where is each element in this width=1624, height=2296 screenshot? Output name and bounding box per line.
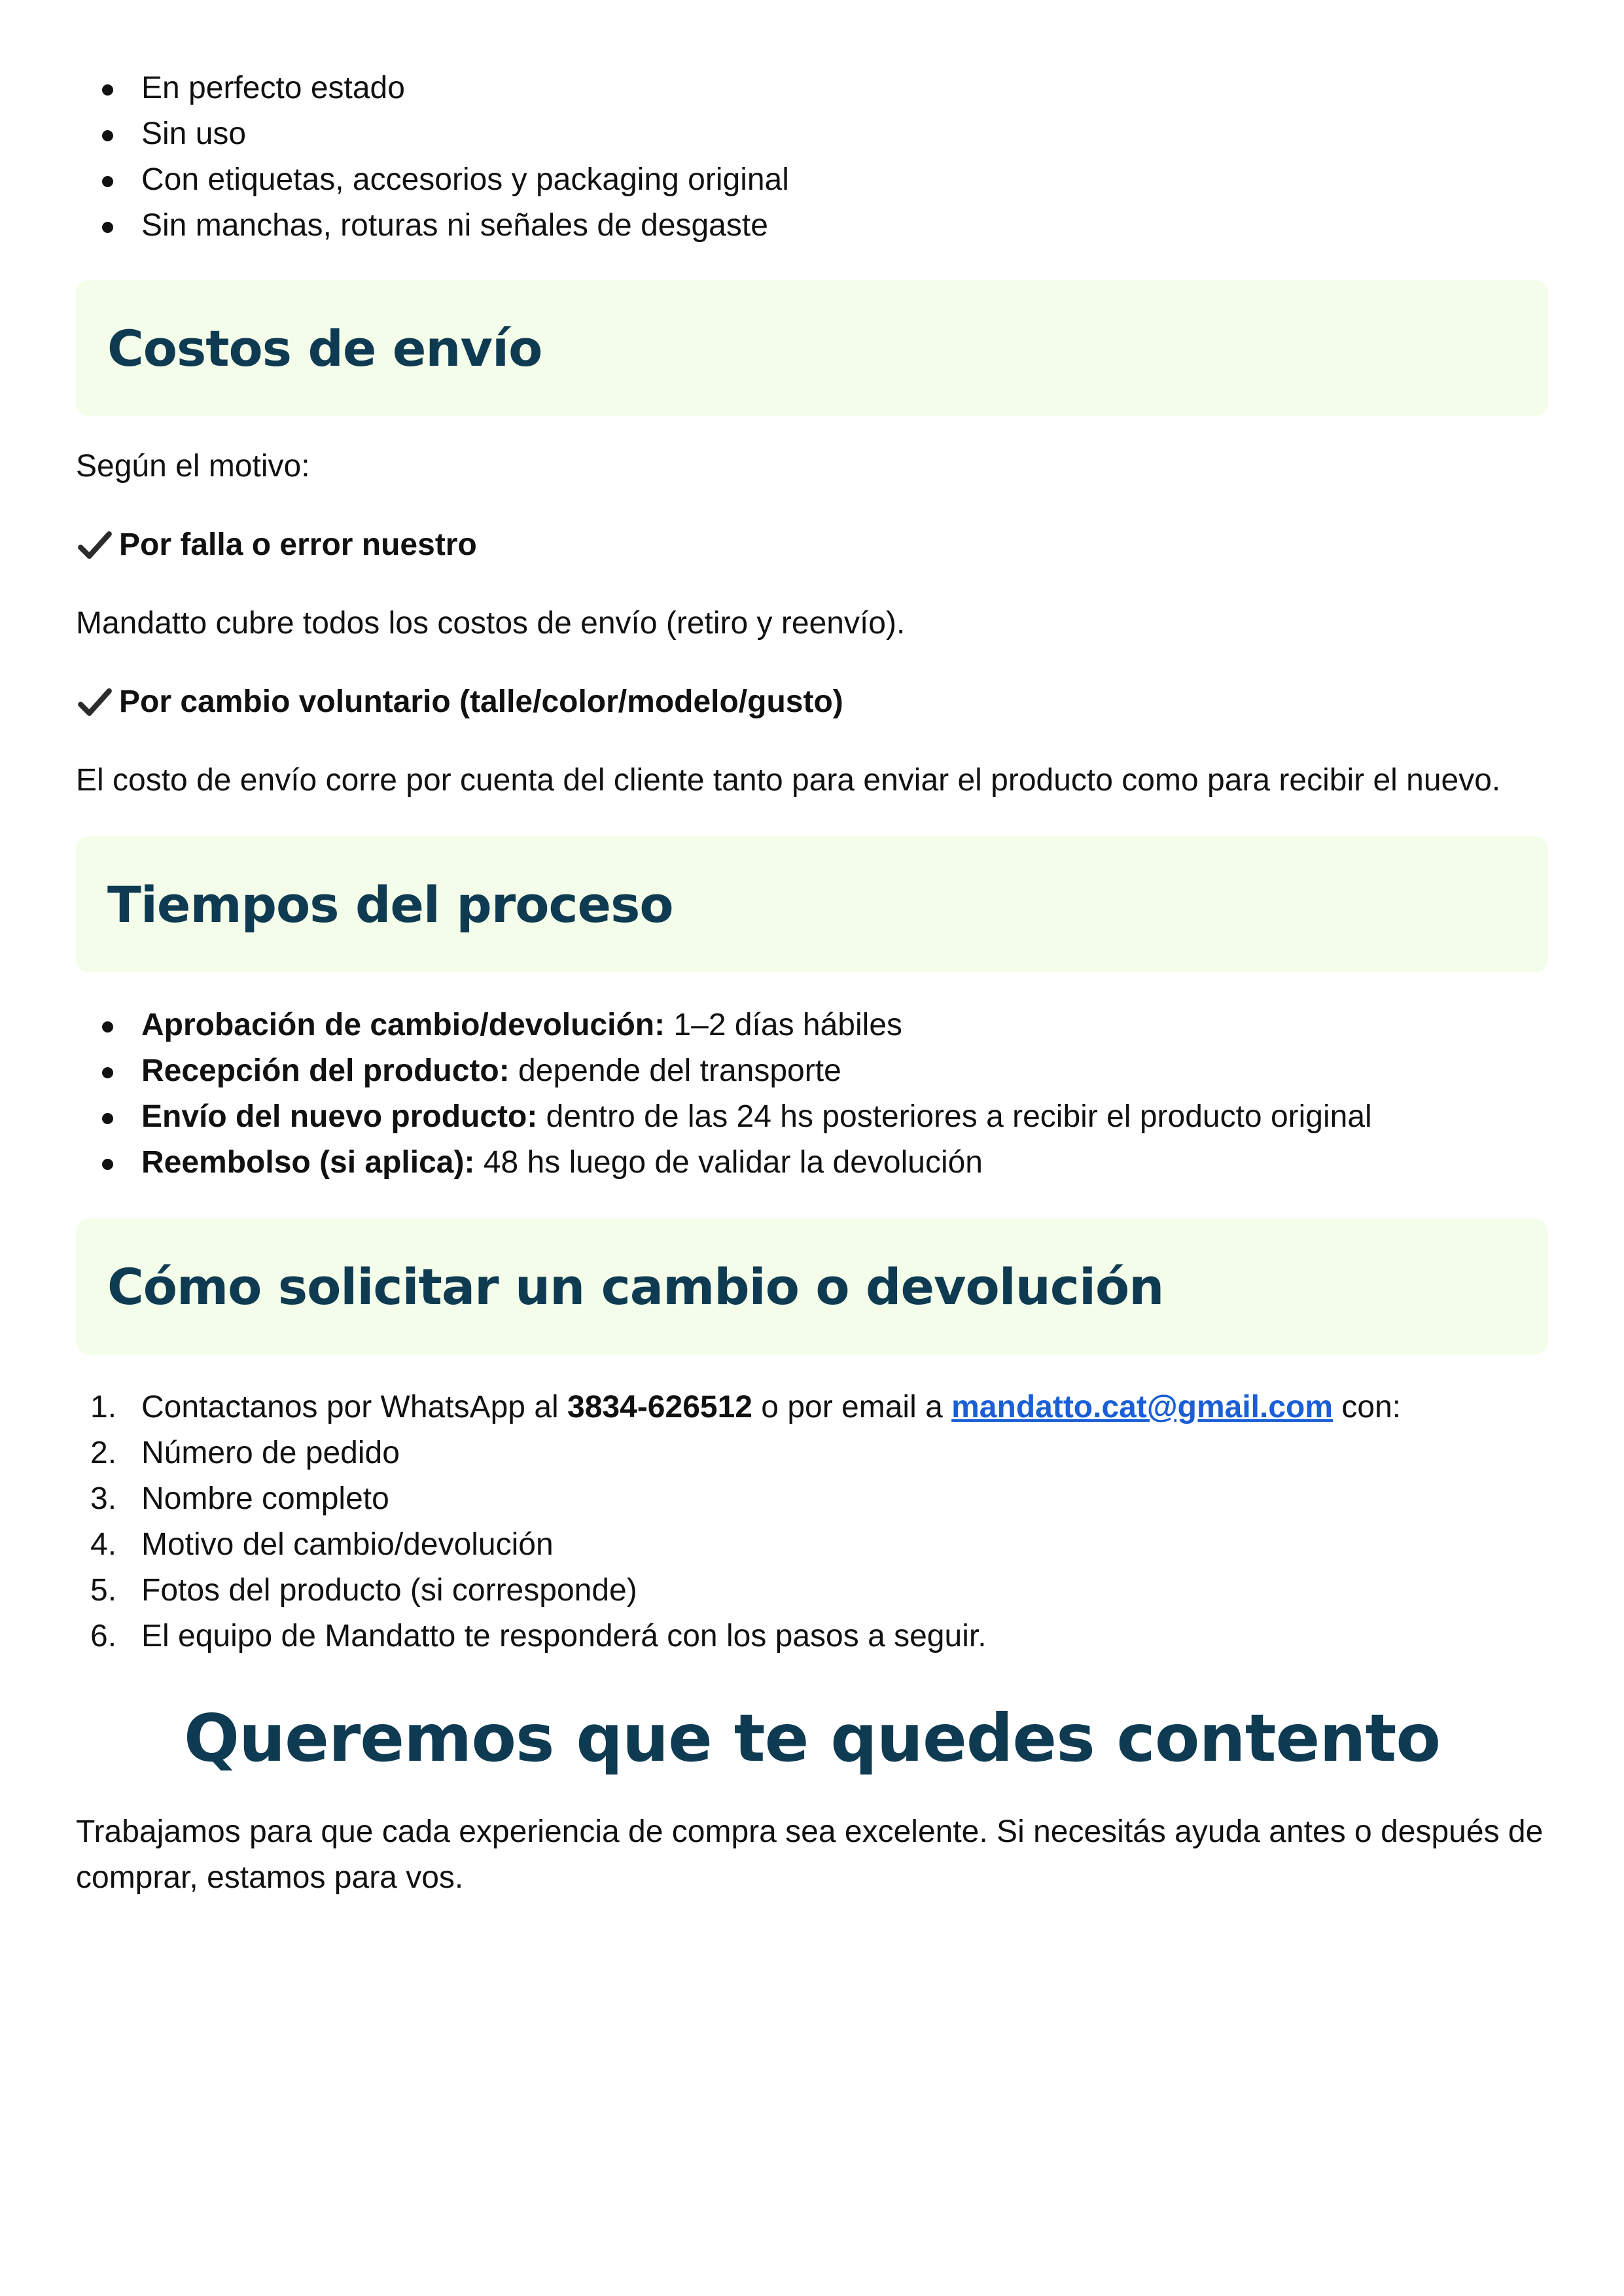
shipping-case-1-text: Mandatto cubre todos los costos de envío (retiro y reenvío). — [76, 606, 906, 641]
times-section-header — [76, 836, 1548, 972]
conditions-list — [76, 65, 1548, 249]
list-item: Con etiquetas, accesorios y packaging original — [76, 157, 1548, 203]
step-number: 3. — [90, 1481, 117, 1516]
list-item: Reembolso (si aplica): 48 hs luego de validar la devolución — [76, 1140, 1548, 1186]
times-list — [76, 1002, 1548, 1186]
list-item: 3. Nombre completo — [76, 1476, 1548, 1522]
closing-text: Trabajamos para que cada experiencia de compra sea excelente. Si necesitás ayuda antes o después de comprar, estamos para vos. — [76, 1814, 1544, 1895]
shipping-case-2-text: El costo de envío corre por cuenta del cliente tanto para enviar el producto como para recibir el nuevo. — [76, 763, 1501, 798]
step-number: 4. — [90, 1527, 117, 1562]
bullet-icon — [102, 1113, 113, 1124]
shipping-case-1-title: Por falla o error nuestro — [76, 522, 1548, 568]
list-item: Aprobación de cambio/devolución: 1–2 días hábiles — [76, 1002, 1548, 1048]
shipping-case-2-title: Por cambio voluntario (talle/color/modelo/gusto) — [76, 679, 1548, 725]
policy-page — [76, 65, 1548, 1901]
check-icon — [76, 526, 114, 564]
list-item: 1. Contactanos por WhatsApp al 3834-626512 o por email a mandatto.cat@gmail.com con: — [76, 1385, 1548, 1430]
bullet-icon — [102, 222, 113, 233]
list-item: Recepción del producto: depende del transporte — [76, 1048, 1548, 1094]
check-icon — [76, 683, 114, 721]
section-title: Tiempos del proceso — [107, 875, 673, 934]
step-number: 1. — [90, 1390, 117, 1424]
whatsapp-number: 3834-626512 — [567, 1390, 752, 1424]
step-number: 2. — [90, 1436, 117, 1470]
bullet-icon — [102, 1067, 113, 1078]
list-item: 5. Fotos del producto (si corresponde) — [76, 1568, 1548, 1614]
bullet-icon — [102, 130, 113, 141]
bullet-icon — [102, 1159, 113, 1170]
step-number: 5. — [90, 1573, 117, 1608]
section-title: Costos de envío — [107, 319, 542, 378]
closing-title: Queremos que te quedes contento — [183, 1700, 1441, 1776]
request-steps — [76, 1385, 1548, 1659]
list-item: 6. El equipo de Mandatto te responderá con los pasos a seguir. — [76, 1614, 1548, 1659]
list-item: Sin uso — [76, 111, 1548, 157]
list-item: 2. Número de pedido — [76, 1430, 1548, 1476]
shipping-intro: Según el motivo: — [76, 449, 310, 484]
step-number: 6. — [90, 1619, 117, 1653]
list-item: 4. Motivo del cambio/devolución — [76, 1522, 1548, 1568]
bullet-icon — [102, 84, 113, 96]
list-item: Envío del nuevo producto: dentro de las 24 hs posteriores a recibir el producto original — [76, 1094, 1548, 1140]
request-section-header — [76, 1218, 1548, 1354]
bullet-icon — [102, 1021, 113, 1033]
list-item: Sin manchas, roturas ni señales de desgaste — [76, 203, 1548, 249]
bullet-icon — [102, 176, 113, 187]
list-item: En perfecto estado — [76, 65, 1548, 111]
shipping-section-header — [76, 280, 1548, 416]
email-link[interactable]: mandatto.cat@gmail.com — [951, 1390, 1333, 1424]
section-title: Cómo solicitar un cambio o devolución — [107, 1257, 1164, 1316]
